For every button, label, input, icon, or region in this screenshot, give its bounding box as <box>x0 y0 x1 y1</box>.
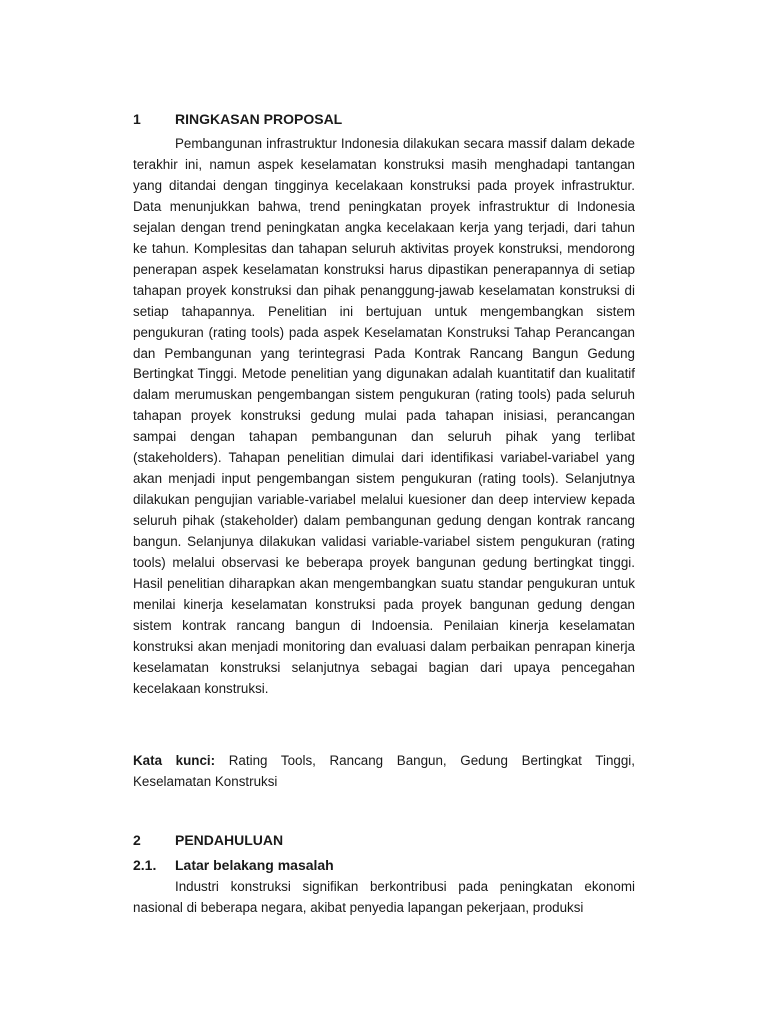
section-2-title: PENDAHULUAN <box>175 832 284 848</box>
keywords-paragraph <box>133 751 635 793</box>
subsection-2-1-heading <box>133 855 635 876</box>
section-2-number: 2 <box>133 832 141 848</box>
section-1-title: RINGKASAN PROPOSAL <box>175 111 343 127</box>
keywords-text: Rating Tools, Rancang Bangun, Gedung Bertingkat Tinggi, Keselamatan Konstruksi <box>133 753 635 789</box>
section-2-heading <box>133 830 635 851</box>
keywords-label: Kata kunci: <box>133 753 216 768</box>
section-1-number: 1 <box>133 111 141 127</box>
subsection-2-1-title: Latar belakang masalah <box>175 857 334 873</box>
abstract-paragraph: Pembangunan infrastruktur Indonesia dilakukan secara massif dalam dekade terakhir ini, namun aspek keselamatan konstruksi masih menghadapi tantangan yang ditandai dengan tingginya kecelakaan konstruksi pada proyek infrastruktur. Data menunjukkan bahwa, trend peningkatan proyek infrastruktur di Indonesia sejalan dengan trend peningkatan angka kecelakaan kerja yang terjadi, dari tahun ke tahun. Komplesitas dan tahapan seluruh aktivitas proyek konstruksi, mendorong penerapan aspek keselamatan konstruksi harus dipastikan penerapannya di setiap tahapan proyek konstruksi dan pihak penanggung-jawab keselamatan konstruksi di setiap tahapannya. Penelitian ini bertujuan untuk mengembangkan sistem pengukuran (rating tools) pada aspek Keselamatan Konstruksi Tahap Perancangan dan Pembangunan yang terintegrasi Pada Kontrak Rancang Bangun Gedung Bertingkat Tinggi. Metode penelitian yang digunakan adalah kuantitatif dan kualitatif dalam merumuskan pengembangan sistem pengukuran (rating tools) pada seluruh tahapan proyek konstruksi gedung mulai pada tahapan inisiasi, perancangan sampai dengan tahapan pembangunan dan seluruh pihak yang terlibat (stakeholders). Tahapan penelitian dimulai dari identifikasi variabel-variabel yang akan menjadi input pengembangan sistem pengukuran (rating tools). Selanjutnya dilakukan pengujian variable-variabel melalui kuesioner dan deep interview kepada seluruh pihak (stakeholder) dalam pembangunan gedung dengan kontrak rancang bangun. Selanjunya dilakukan validasi variable-variabel sistem pengukuran (rating tools) melalui observasi ke beberapa proyek bangunan gedung bertingkat tinggi. Hasil penelitian diharapkan akan mengembangkan suatu standar pengukuran untuk menilai kinerja keselamatan konstruksi pada proyek bangunan gedung dengan sistem kontrak rancang bangun di Indoensia. Penilaian kinerja keselamatan konstruksi akan menjadi monitoring dan evaluasi dalam perbaikan penrapan kinerja keselamatan konstruksi selanjutnya sebagai bagian dari upaya pencegahan kecelakaan konstruksi. <box>133 136 635 696</box>
section-1-heading <box>133 109 635 130</box>
subsection-2-1-number: 2.1. <box>133 857 157 873</box>
background-paragraph: Industri konstruksi signifikan berkontribusi pada peningkatan ekonomi nasional di beberapa negara, akibat penyedia lapangan pekerjaan, produksi <box>133 879 635 915</box>
